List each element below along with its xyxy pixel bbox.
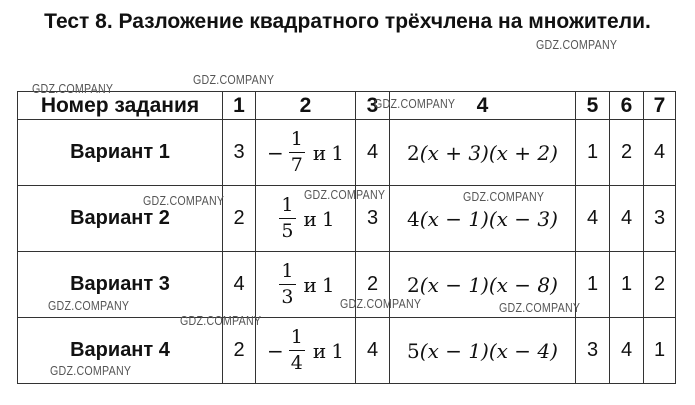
minus-sign: − — [267, 338, 284, 363]
answer-task-6: 4 — [610, 186, 644, 252]
factorization — [407, 207, 558, 231]
watermark: GDZ.COMPANY — [180, 313, 262, 328]
fraction-denominator: 3 — [281, 285, 294, 308]
coefficient: 5 — [407, 338, 420, 363]
watermark: GDZ.COMPANY — [304, 187, 386, 202]
variant-label: Вариант 3 — [18, 252, 223, 318]
watermark: GDZ.COMPANY — [536, 37, 618, 52]
factorization — [407, 273, 558, 297]
header-task-7: 7 — [644, 92, 676, 120]
page-title: Тест 8. Разложение квадратного трёхчлена на множители. — [44, 10, 651, 33]
fraction — [279, 259, 295, 308]
header-task-4: 4 — [390, 92, 576, 120]
answer-task-1: 2 — [223, 318, 256, 384]
answer-task-3: 4 — [356, 120, 390, 186]
fraction-denominator: 7 — [290, 153, 303, 176]
answer-task-7: 3 — [644, 186, 676, 252]
answer-task-1: 3 — [223, 120, 256, 186]
factorization — [407, 339, 558, 363]
watermark: GDZ.COMPANY — [143, 193, 225, 208]
watermark: GDZ.COMPANY — [340, 296, 422, 311]
factor-1: (x + 3) — [419, 140, 489, 165]
watermark: GDZ.COMPANY — [32, 81, 114, 96]
header-task-1: 1 — [223, 92, 256, 120]
answer-task-6: 4 — [610, 318, 644, 384]
watermark: GDZ.COMPANY — [374, 96, 456, 111]
fraction — [289, 127, 305, 176]
fraction-numerator: 1 — [289, 130, 305, 153]
variant-label: Вариант 1 — [18, 120, 223, 186]
conjunction: и — [312, 338, 327, 363]
coefficient: 2 — [407, 140, 420, 165]
variant-label: Вариант 2 — [18, 186, 223, 252]
factor-2: (x − 3) — [488, 206, 558, 231]
conjunction: и — [312, 140, 327, 165]
answer-task-3: 2 — [356, 252, 390, 318]
header-task-6: 6 — [610, 92, 644, 120]
conjunction: и — [303, 272, 317, 297]
minus-sign: − — [267, 140, 284, 165]
factor-2: (x − 8) — [488, 272, 558, 297]
second-root: 1 — [331, 338, 344, 363]
fraction-answer — [267, 325, 344, 374]
factor-1: (x − 1) — [419, 206, 489, 231]
answer-task-1: 2 — [223, 186, 256, 252]
factor-2: (x − 4) — [488, 338, 558, 363]
header-task-2: 2 — [256, 92, 356, 120]
fraction-answer — [276, 193, 335, 242]
coefficient: 2 — [407, 272, 420, 297]
answer-task-4 — [390, 318, 576, 384]
factorization — [407, 141, 558, 165]
fraction-answer — [276, 259, 335, 308]
fraction-answer — [267, 127, 344, 176]
factor-1: (x − 1) — [419, 272, 489, 297]
fraction — [289, 325, 305, 374]
answer-task-3: 4 — [356, 318, 390, 384]
answer-task-5: 4 — [576, 186, 610, 252]
fraction — [279, 193, 295, 242]
answer-task-5: 1 — [576, 120, 610, 186]
header-task-number: Номер задания — [18, 92, 223, 120]
answer-task-2 — [256, 318, 356, 384]
watermark: GDZ.COMPANY — [193, 72, 275, 87]
fraction-numerator: 1 — [289, 328, 305, 351]
coefficient: 4 — [407, 206, 420, 231]
fraction-denominator: 5 — [281, 219, 294, 242]
fraction-numerator: 1 — [279, 262, 295, 285]
fraction-denominator: 4 — [290, 351, 303, 374]
factor-1: (x − 1) — [419, 338, 489, 363]
watermark: GDZ.COMPANY — [463, 189, 545, 204]
variant-label: Вариант 4 — [18, 318, 223, 384]
header-task-3: 3 — [356, 92, 390, 120]
answer-task-6: 1 — [610, 252, 644, 318]
answer-task-3: 3 — [356, 186, 390, 252]
answer-task-2 — [256, 120, 356, 186]
header-task-5: 5 — [576, 92, 610, 120]
answer-task-4 — [390, 120, 576, 186]
answer-task-7: 4 — [644, 120, 676, 186]
watermark: GDZ.COMPANY — [48, 298, 130, 313]
answer-task-6: 2 — [610, 120, 644, 186]
watermark: GDZ.COMPANY — [499, 300, 581, 315]
second-root: 1 — [331, 140, 344, 165]
answers-table — [17, 91, 676, 384]
answer-task-7: 1 — [644, 318, 676, 384]
table-header-row — [18, 92, 676, 120]
fraction-numerator: 1 — [279, 196, 295, 219]
second-root: 1 — [321, 272, 335, 297]
second-root: 1 — [321, 206, 335, 231]
answer-task-7: 2 — [644, 252, 676, 318]
conjunction: и — [303, 206, 317, 231]
factor-2: (x + 2) — [488, 140, 558, 165]
table-row — [18, 120, 676, 186]
watermark: GDZ.COMPANY — [50, 363, 132, 378]
answer-task-1: 4 — [223, 252, 256, 318]
answer-task-5: 3 — [576, 318, 610, 384]
answer-task-5: 1 — [576, 252, 610, 318]
